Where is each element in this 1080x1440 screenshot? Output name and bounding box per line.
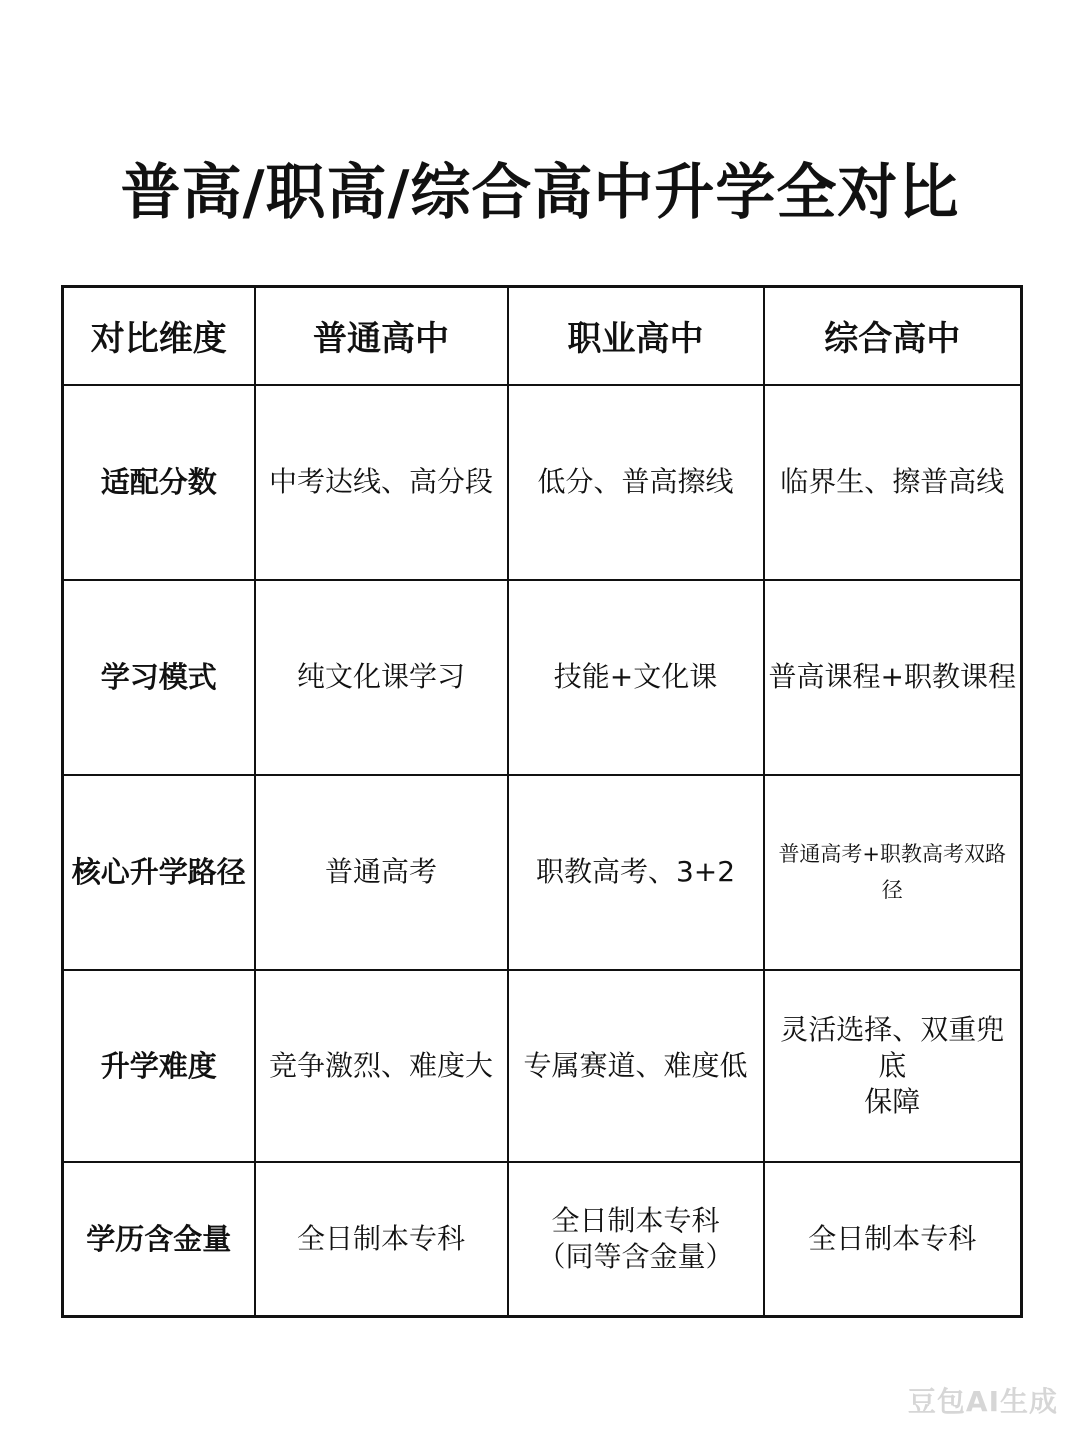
cell-comprehensive: 临界生、擦普高线 [764,385,1022,580]
cell-line: 灵活选择、双重兜底 [780,1012,1005,1082]
cell-comprehensive: 全日制本专科 [764,1162,1022,1317]
cell-general: 竞争激烈、难度大 [255,970,508,1162]
header-dimension: 对比维度 [63,287,255,385]
cell-general: 纯文化课学习 [255,580,508,775]
cell-line: （同等含金量） [537,1239,734,1273]
comparison-table [61,285,1023,1318]
cell-line: 全日制本专科 [551,1203,720,1237]
table-row [63,1162,1022,1317]
table-row [63,385,1022,580]
cell-line: 保障 [864,1084,921,1118]
cell-vocational [508,1162,764,1317]
cell-comprehensive [764,970,1022,1162]
cell-vocational: 职教高考、3+2 [508,775,764,970]
row-dimension: 学习模式 [63,580,255,775]
cell-general: 普通高考 [255,775,508,970]
cell-general: 全日制本专科 [255,1162,508,1317]
table-row [63,970,1022,1162]
cell-vocational: 专属赛道、难度低 [508,970,764,1162]
watermark: 豆包AI生成 [907,1385,1058,1418]
cell-vocational: 技能+文化课 [508,580,764,775]
cell-vocational: 低分、普高擦线 [508,385,764,580]
row-dimension: 适配分数 [63,385,255,580]
header-general-high-school: 普通高中 [255,287,508,385]
page-title: 普高/职高/综合高中升学全对比 [120,158,960,228]
row-dimension: 学历含金量 [63,1162,255,1317]
table-row [63,580,1022,775]
table-row [63,775,1022,970]
cell-comprehensive: 普高课程+职教课程 [764,580,1022,775]
row-dimension: 升学难度 [63,970,255,1162]
cell-general: 中考达线、高分段 [255,385,508,580]
row-dimension: 核心升学路径 [63,775,255,970]
header-comprehensive-high-school: 综合高中 [764,287,1022,385]
header-vocational-high-school: 职业高中 [508,287,764,385]
cell-comprehensive: 普通高考+职教高考双路径 [764,775,1022,970]
table-header-row [63,287,1022,385]
